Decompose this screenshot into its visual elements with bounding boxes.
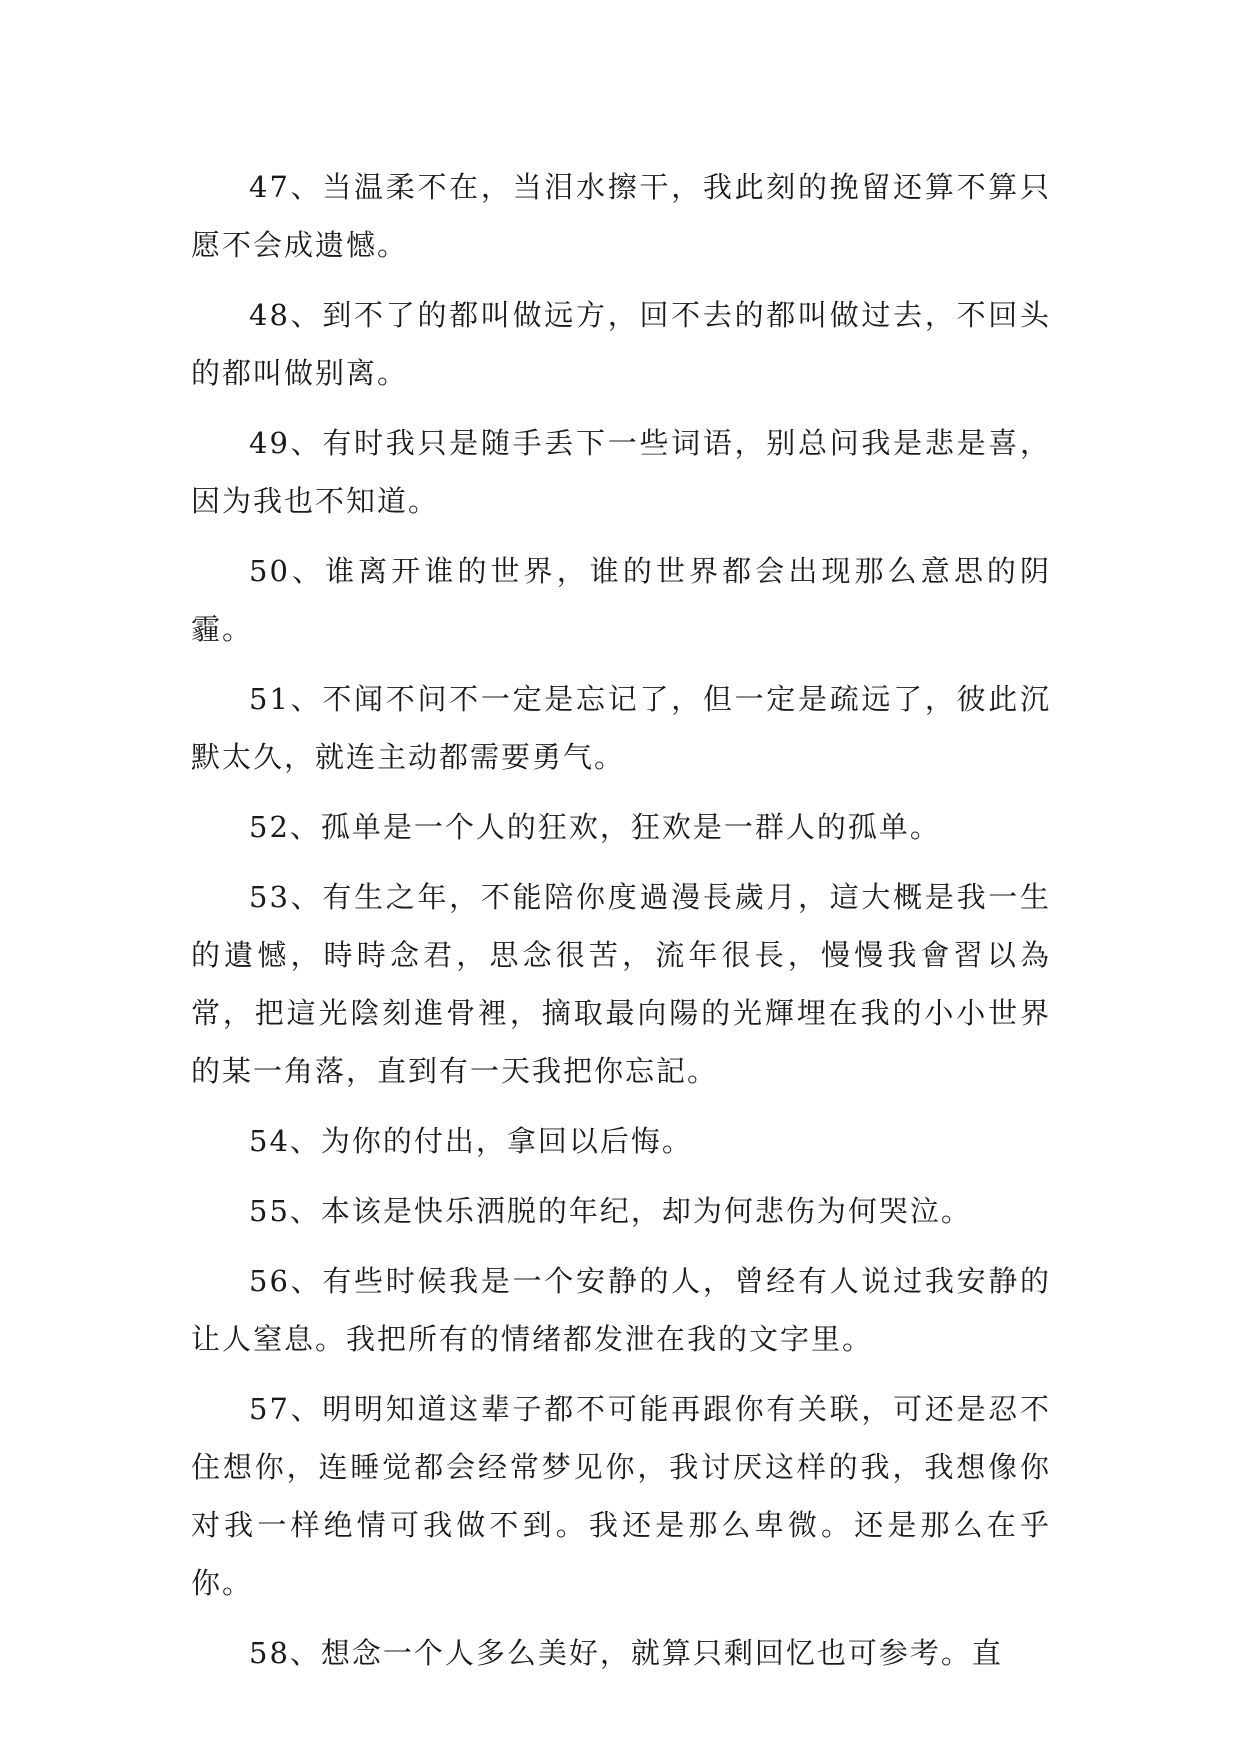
paragraph-51: 51、不闻不问不一定是忘记了，但一定是疏远了，彼此沉默太久，就连主动都需要勇气。 <box>191 682 1051 774</box>
paragraph-56: 56、有些时候我是一个安静的人，曾经有人说过我安静的让人窒息。我把所有的情绪都发泄在我的文字里。 <box>191 1264 1051 1356</box>
paragraph-52: 52、孤单是一个人的狂欢，狂欢是一群人的孤单。 <box>249 810 941 844</box>
paragraph-55: 55、本该是快乐洒脱的年纪，却为何悲伤为何哭泣。 <box>249 1194 972 1228</box>
paragraph-48: 48、到不了的都叫做远方，回不去的都叫做过去，不回头的都叫做别离。 <box>191 298 1051 390</box>
paragraph-50: 50、谁离开谁的世界，谁的世界都会出现那么意思的阴霾。 <box>191 554 1051 646</box>
paragraph-53: 53、有生之年，不能陪你度過漫長歲月，這大概是我一生的遺憾，時時念君，思念很苦，流年很長，慢慢我會習以為常，把這光陰刻進骨裡，摘取最向陽的光輝埋在我的小小世界的某一角落，直到有一天我把你忘記。 <box>191 880 1051 1088</box>
paragraph-47: 47、当温柔不在，当泪水擦干，我此刻的挽留还算不算只愿不会成遗憾。 <box>191 170 1051 262</box>
paragraph-57: 57、明明知道这辈子都不可能再跟你有关联，可还是忍不住想你，连睡觉都会经常梦见你，我讨厌这样的我，我想像你对我一样绝情可我做不到。我还是那么卑微。还是那么在乎你。 <box>191 1392 1051 1600</box>
paragraph-54: 54、为你的付出，拿回以后悔。 <box>249 1124 693 1158</box>
paragraph-58: 58、想念一个人多么美好，就算只剩回忆也可参考。直 <box>249 1636 1003 1670</box>
paragraph-49: 49、有时我只是随手丢下一些词语，别总问我是悲是喜，因为我也不知道。 <box>191 426 1051 518</box>
document-page <box>191 158 1051 1694</box>
